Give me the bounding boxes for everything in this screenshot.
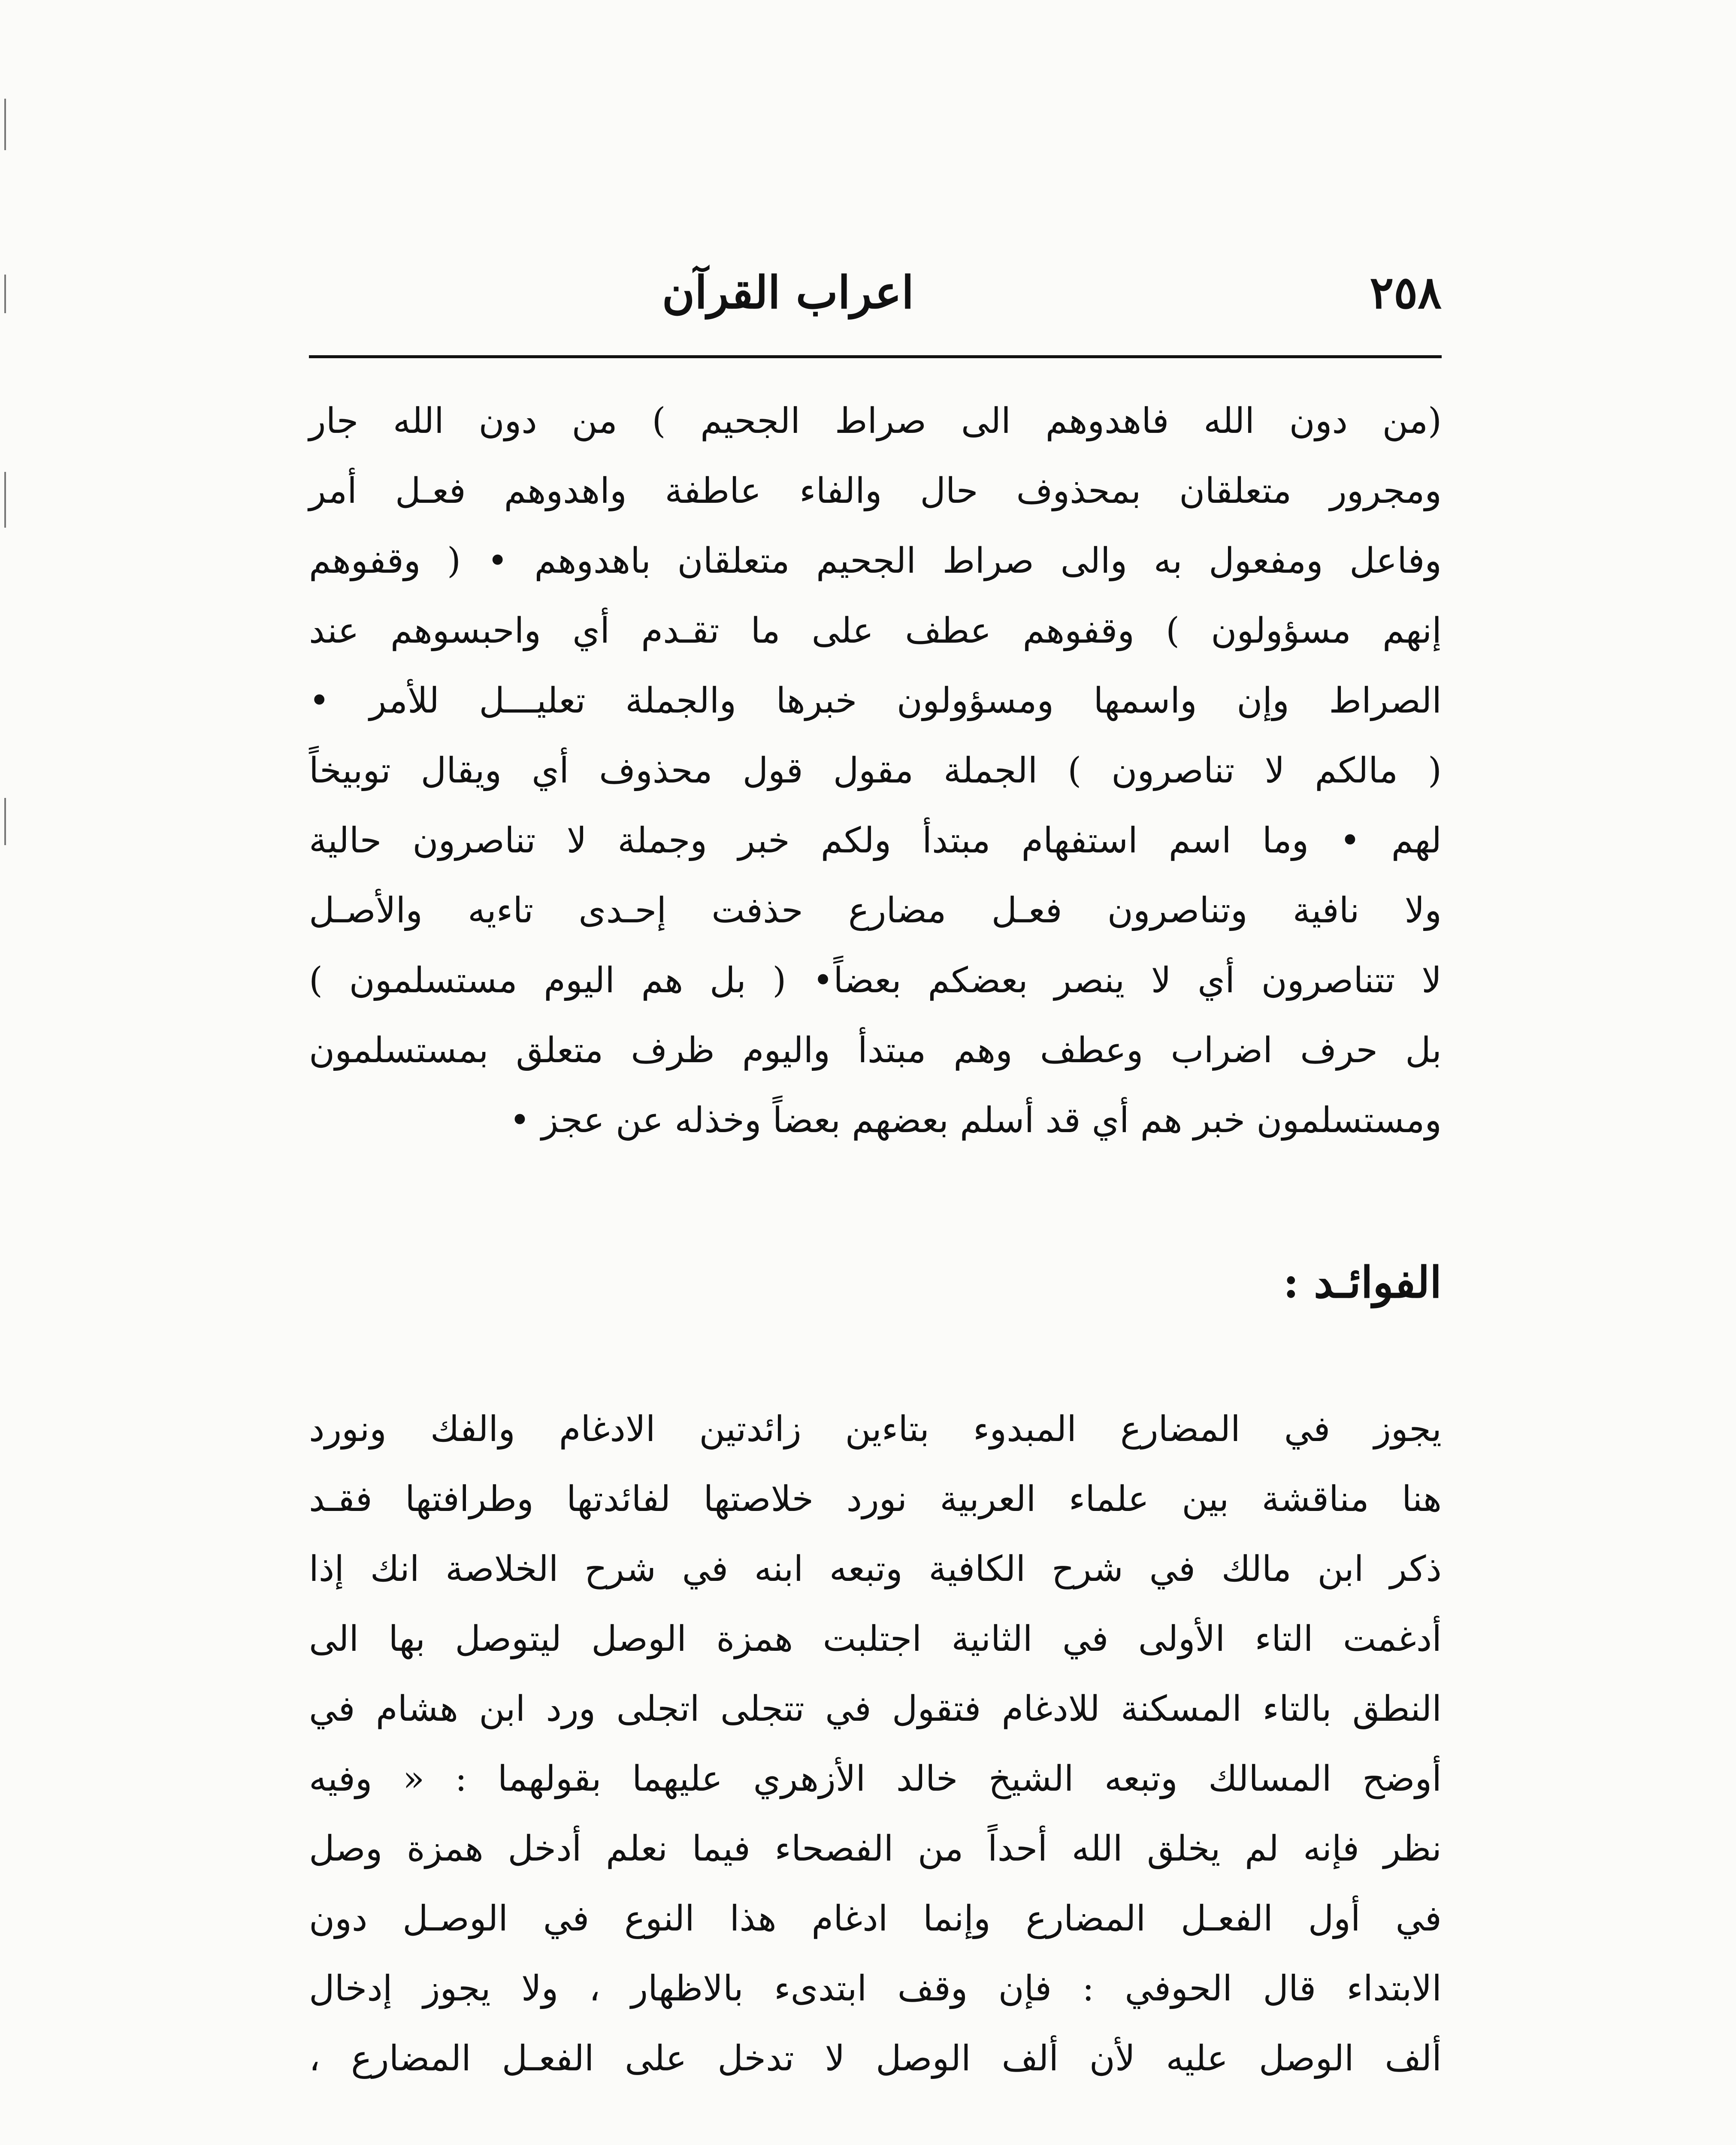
- text-line: الصراط وإن واسمها ومسؤولون خبرها والجملة تعليـــل للأمر •: [309, 680, 1442, 721]
- page-header: [309, 257, 1442, 343]
- text-line: ( مالكم لا تناصرون ) الجملة مقول قول محذوف أي ويقال توبيخاً: [309, 750, 1442, 791]
- text-line: النطق بالتاء المسكنة للادغام فتقول في تتجلى اتجلى ورد ابن هشام في: [309, 1689, 1442, 1729]
- text-line: بل حرف اضراب وعطف وهم مبتدأ واليوم ظرف متعلق بمستسلمون: [309, 1030, 1442, 1071]
- text-line: لهم • وما اسم استفهام مبتدأ ولكم خبر وجملة لا تناصرون حالية: [309, 820, 1442, 861]
- text-line: (من دون الله فاهدوهم الى صراط الجحيم ) من دون الله جار: [309, 401, 1442, 441]
- text-line: إنهم مسؤولون ) وقفوهم عطف على ما تقـدم أي واحبسوهم عند: [309, 610, 1442, 651]
- text-line: يجوز في المضارع المبدوء بتاءين زائدتين الادغام والفك ونورد: [309, 1409, 1442, 1450]
- text-line: ألف الوصل عليه لأن ألف الوصل لا تدخل على الفعـل المضارع ،: [309, 2038, 1442, 2079]
- scan-margin-mark: [4, 472, 6, 528]
- benefits-paragraph: [309, 1394, 1442, 2094]
- text-line: نظر فإنه لم يخلق الله أحداً من الفصحاء فيما نعلم أدخل همزة وصل: [309, 1828, 1442, 1869]
- text-line: لا تتناصرون أي لا ينصر بعضكم بعضاً• ( بل هم اليوم مستسلمون ): [309, 960, 1442, 1001]
- text-line: ولا نافية وتناصرون فعـل مضارع حذفت إحـدى تاءيه والأصـل: [309, 890, 1442, 931]
- section-heading: الفوائـد :: [1283, 1257, 1442, 1308]
- text-line: وفاعل ومفعول به والى صراط الجحيم متعلقان باهدوهم • ( وقفوهم: [309, 541, 1442, 581]
- text-line: ومجرور متعلقان بمحذوف حال والفاء عاطفة واهدوهم فعـل أمر: [309, 471, 1442, 511]
- text-line: ومستسلمون خبر هم أي قد أسلم بعضهم بعضاً وخذله عن عجز •: [509, 1100, 1442, 1141]
- verse-analysis-paragraph: [309, 386, 1442, 1155]
- text-line: أدغمت التاء الأولى في الثانية اجتلبت همزة الوصل ليتوصل بها الى: [309, 1619, 1442, 1659]
- scan-margin-mark: [4, 798, 6, 845]
- text-line: الابتداء قال الحوفي : فإن وقف ابتدىء بالاظهار ، ولا يجوز إدخال: [309, 1968, 1442, 2009]
- scan-margin-mark: [4, 99, 6, 150]
- header-divider: [309, 355, 1442, 358]
- page-number: ٢٥٨: [1370, 266, 1442, 319]
- text-line: ذكر ابن مالك في شرح الكافية وتبعه ابنه في شرح الخلاصة انك إذا: [309, 1549, 1442, 1589]
- text-line: أوضح المسالك وتبعه الشيخ خالد الأزهري عليهما بقولهما : « وفيه: [309, 1758, 1442, 1799]
- scan-margin-mark: [4, 275, 6, 313]
- text-line: هنا مناقشة بين علماء العربية نورد خلاصتها لفائدتها وطرافتها فقـد: [309, 1479, 1442, 1520]
- running-title: اعراب القرآن: [662, 266, 914, 319]
- text-line: في أول الفعـل المضارع وإنما ادغام هذا النوع في الوصـل دون: [309, 1898, 1442, 1939]
